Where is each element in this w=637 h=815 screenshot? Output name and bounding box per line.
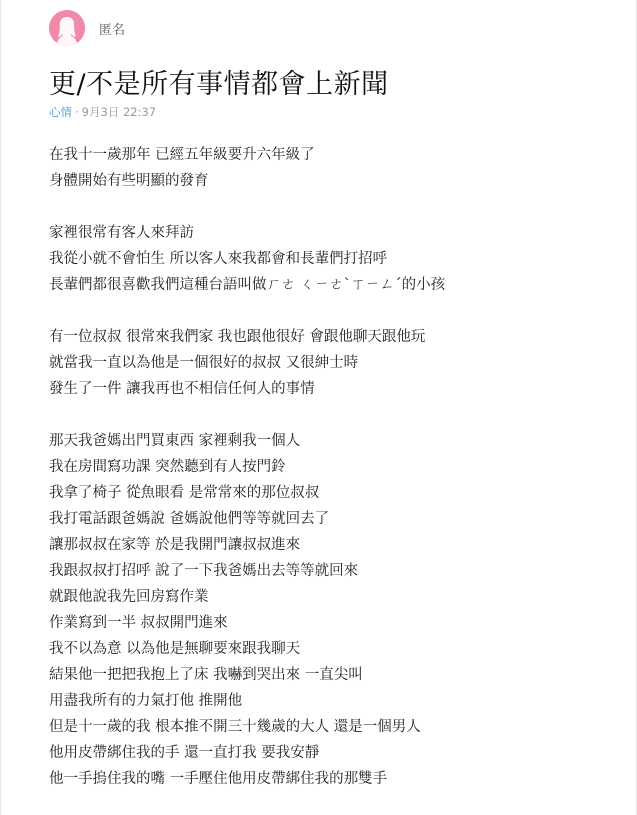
author-name[interactable]: 匿名 bbox=[99, 22, 126, 38]
content-line: 作業寫到一半 叔叔開門進來 bbox=[49, 615, 228, 631]
content-line: 長輩們都很喜歡我們這種台語叫做ㄏㄜ ㄑㄧㄜˋㄒㄧㄥˊ的小孩 bbox=[49, 277, 446, 293]
content-line: 有一位叔叔 很常來我們家 我也跟他很好 會跟他聊天跟他玩 bbox=[49, 329, 426, 345]
anonymous-female-avatar-icon bbox=[49, 10, 85, 46]
content-line: 發生了一件 讓我再也不相信任何人的事情 bbox=[49, 381, 315, 397]
content-line: 我跟叔叔打招呼 說了一下我爸媽出去等等就回來 bbox=[49, 563, 359, 579]
author-row bbox=[49, 10, 125, 46]
content-line: 我從小就不會怕生 所以客人來我都會和長輩們打招呼 bbox=[49, 251, 388, 267]
post-title: 更/不是所有事情都會上新聞 bbox=[49, 69, 389, 100]
content-line: 在我十一歲那年 已經五年級要升六年級了 bbox=[49, 147, 315, 163]
post-content bbox=[49, 142, 619, 792]
content-line: 我在房間寫功課 突然聽到有人按門鈴 bbox=[49, 459, 286, 475]
paragraph-gap bbox=[49, 298, 619, 324]
content-line: 就當我一直以為他是一個很好的叔叔 又很紳士時 bbox=[49, 355, 359, 371]
content-line: 用盡我所有的力氣打他 推開他 bbox=[49, 693, 243, 709]
forum-link[interactable]: 心情 bbox=[49, 105, 72, 119]
content-line: 結果他一把把我抱上了床 我嚇到哭出來 一直尖叫 bbox=[49, 667, 363, 683]
content-line: 但是十一歲的我 根本推不開三十幾歲的大人 還是一個男人 bbox=[49, 719, 421, 735]
content-line: 身體開始有些明顯的發育 bbox=[49, 173, 209, 189]
content-line: 他一手摀住我的嘴 一手壓住他用皮帶綁住我的那雙手 bbox=[49, 771, 388, 787]
paragraph-gap bbox=[49, 402, 619, 428]
meta-separator: · bbox=[75, 105, 79, 119]
content-line: 那天我爸媽出門買東西 家裡剩我一個人 bbox=[49, 433, 301, 449]
content-line: 就跟他說我先回房寫作業 bbox=[49, 589, 209, 605]
content-line: 我拿了椅子 從魚眼看 是常常來的那位叔叔 bbox=[49, 485, 320, 501]
content-line: 我不以為意 以為他是無聊要來跟我聊天 bbox=[49, 641, 301, 657]
post-meta bbox=[49, 104, 156, 120]
content-line: 我打電話跟爸媽說 爸媽說他們等等就回去了 bbox=[49, 511, 330, 527]
post-date: 9月3日 22:37 bbox=[81, 105, 157, 119]
paragraph-gap bbox=[49, 194, 619, 220]
content-line: 他用皮帶綁住我的手 還一直打我 要我安靜 bbox=[49, 745, 320, 761]
content-line: 家裡很常有客人來拜訪 bbox=[49, 225, 194, 241]
avatar[interactable] bbox=[49, 10, 85, 46]
content-line: 讓那叔叔在家等 於是我開門讓叔叔進來 bbox=[49, 537, 301, 553]
